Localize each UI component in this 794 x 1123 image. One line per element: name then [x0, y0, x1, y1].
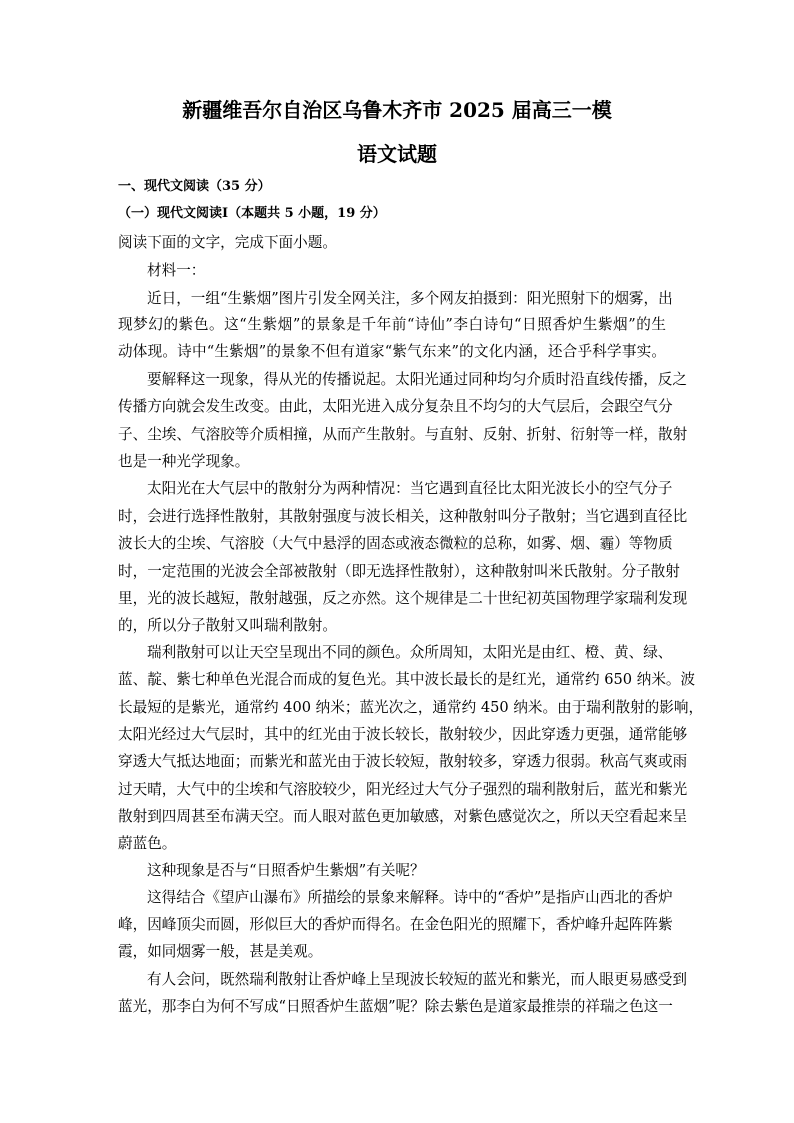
- paragraph-line: 穿透大气抵达地面；而紫光和蓝光由于波长较短，散射较多，穿透力很弱。秋高气爽或雨: [118, 753, 688, 770]
- paragraph-line: 蔚蓝色。: [118, 835, 177, 852]
- paragraph-line: 这得结合《望庐山瀑布》所描绘的景象来解释。诗中的“香炉”是指庐山西北的香炉: [147, 889, 673, 906]
- paragraph-line: 近日，一组“生紫烟”图片引发全网关注，多个网友拍摄到：阳光照射下的烟雾，出: [147, 290, 673, 307]
- paragraph-line: 太阳光经过大气层时，其中的红光由于波长较长，散射较少，因此穿透力更强，通常能够: [118, 726, 688, 743]
- paragraph-line: 的，所以分子散射又叫瑞利散射。: [118, 617, 337, 634]
- document-subtitle: 语文试题: [357, 142, 437, 166]
- paragraph-line: 现梦幻的紫色。这“生紫烟”的景象是千年前“诗仙”李白诗句“日照香炉生紫烟”的生: [118, 316, 666, 333]
- paragraph-line: 时，会进行选择性散射，其散射强度与波长相关，这种散射叫分子散射；当它遇到直径比: [118, 508, 688, 525]
- paragraph-line: 长最短的是紫光，通常约 400 纳米；蓝光次之，通常约 450 纳米。由于瑞利散射的影响，: [118, 699, 704, 716]
- paragraph-line: 要解释这一现象，得从光的传播说起。太阳光通过同种均匀介质时沿直线传播，反之: [147, 371, 687, 388]
- document-title: 新疆维吾尔自治区乌鲁木齐市 2025 届高三一模: [182, 98, 612, 122]
- material-label: 材料一：: [147, 262, 206, 279]
- paragraph-line: 有人会问，既然瑞利散射让香炉峰上呈现波长较短的蓝光和紫光，而人眼更易感受到: [147, 971, 687, 988]
- paragraph-line: 过天晴，大气中的尘埃和气溶胶较少，阳光经过大气分子强烈的瑞利散射后，蓝光和紫光: [118, 781, 688, 798]
- paragraph-line: 霞，如同烟雾一般，甚是美观。: [118, 943, 323, 960]
- paragraph-line: 瑞利散射可以让天空呈现出不同的颜色。众所周知，太阳光是由红、橙、黄、绿、: [147, 644, 673, 661]
- paragraph-line: 散射到四周甚至布满天空。而人眼对蓝色更加敏感，对紫色感觉次之，所以天空看起来呈: [118, 808, 688, 825]
- paragraph-line: 蓝光，那李白为何不写成“日照香炉生蓝烟”呢？除去紫色是道家最推崇的祥瑞之色这一: [118, 998, 673, 1015]
- paragraph-line: 动体现。诗中“生紫烟”的景象不但有道家“紫气东来”的文化内涵，还合乎科学事实。: [118, 343, 666, 360]
- paragraph-line: 里，光的波长越短，散射越强，反之亦然。这个规律是二十世纪初英国物理学家瑞利发现: [118, 590, 688, 607]
- paragraph-line: 波长大的尘埃、气溶胶（大气中悬浮的固态或液态微粒的总称，如雾、烟、霾）等物质: [118, 535, 673, 552]
- instruction-line: 阅读下面的文字，完成下面小题。: [118, 234, 337, 251]
- paragraph-line: 也是一种光学现象。: [118, 453, 250, 470]
- paragraph-line: 子、尘埃、气溶胶等介质相撞，从而产生散射。与直射、反射、折射、衍射等一样，散射: [118, 426, 688, 443]
- section-heading: 一、现代文阅读（35 分）: [118, 179, 271, 194]
- subsection-heading: （一）现代文阅读Ⅰ（本题共 5 小题，19 分）: [118, 206, 386, 221]
- paragraph-line: 太阳光在大气层中的散射分为两种情况：当它遇到直径比太阳光波长小的空气分子: [147, 480, 673, 497]
- paragraph-line: 这种现象是否与“日照香炉生紫烟”有关呢？: [147, 862, 425, 879]
- paragraph-line: 传播方向就会发生改变。由此，太阳光进入成分复杂且不均匀的大气层后，会跟空气分: [118, 398, 673, 415]
- paragraph-line: 峰，因峰顶尖而圆，形似巨大的香炉而得名。在金色阳光的照耀下，香炉峰升起阵阵紫: [118, 916, 673, 933]
- paragraph-line: 时，一定范围的光波会全部被散射（即无选择性散射），这种散射叫米氏散射。分子散射: [118, 563, 680, 580]
- paragraph-line: 蓝、靛、紫七种单色光混合而成的复色光。其中波长最长的是红光，通常约 650 纳米。波: [118, 671, 696, 688]
